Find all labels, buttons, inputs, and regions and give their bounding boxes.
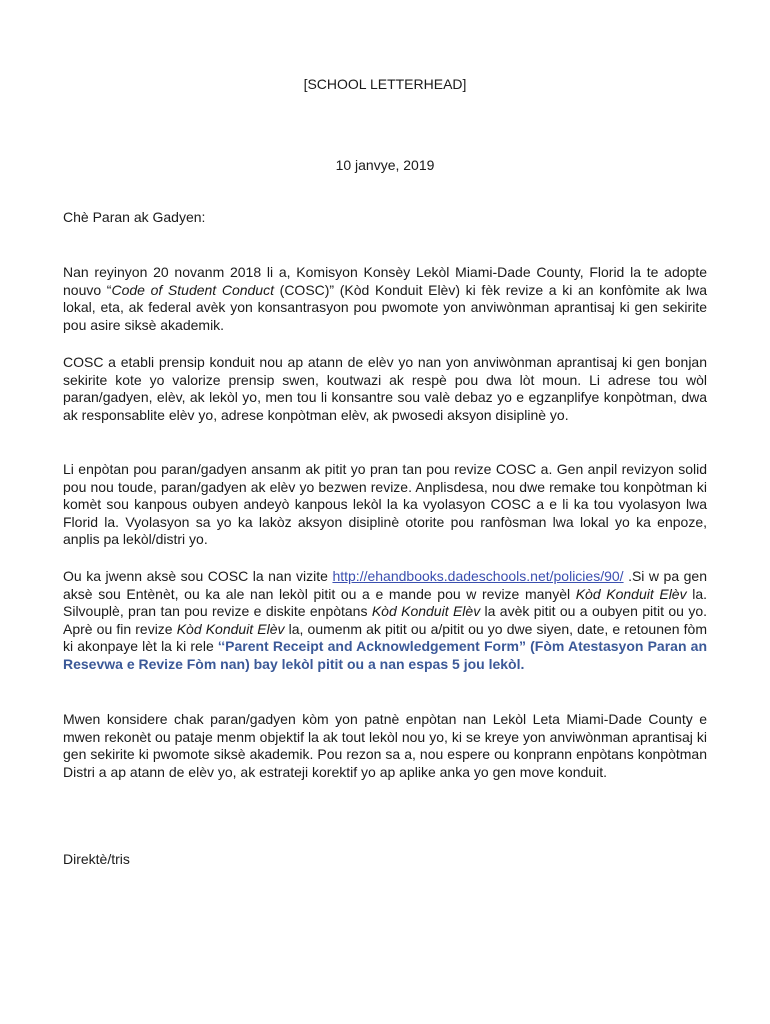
- intro-code-title: Code of Student Conduct: [111, 281, 274, 298]
- code-name-3: Kòd Konduit Elèv: [176, 620, 285, 637]
- access-text-a: Ou ka jwenn aksè sou COSC la nan vizite: [63, 568, 333, 584]
- letter-date: 10 janvye, 2019: [335, 157, 435, 173]
- paragraph-intro: [63, 264, 707, 334]
- letterhead-placeholder: [SCHOOL LETTERHEAD]: [303, 76, 467, 92]
- access-text-b: .Si w pa gen aksè sou Entènèt, ou ka ale nan lekòl pitit ou a e mande pou w revize manyèl: [63, 568, 708, 602]
- cosc-policy-link[interactable]: http://ehandbooks.dadeschools.net/policies/90/: [332, 568, 624, 584]
- paragraph-access: [63, 568, 707, 673]
- code-name-1: Kòd Konduit Elèv: [575, 585, 687, 602]
- acknowledgement-form-callout: ‘‘Parent Receipt and Acknowledgement Form” (Fòm Atestasyon Paran an Resevwa e Revize Fòm nan) bay lekòl pitit ou a nan espas 5 jou lekòl.: [63, 638, 707, 672]
- intro-text-b: (COSC)” (Kòd Konduit Elèv) ki fèk revize a ki an konfòmite ak lwa lokal, eta, ak federal avèk yon konsantrasyon pou pwomote yon anviwònman aprantisaj ki gen sekirite pou asire siksè akademik.: [63, 281, 707, 333]
- access-text-d: la avèk pitit ou a oubyen pitit ou yo. Aprè ou fin revize: [63, 603, 707, 637]
- code-name-2: Kòd Konduit Elèv: [371, 603, 481, 619]
- signature-title: Direktè/tris: [63, 851, 130, 867]
- access-text-c: la. Silvouplè, pran tan pou revize e diskite enpòtans: [63, 585, 707, 619]
- intro-text-a: Nan reyinyon 20 novanm 2018 li a, Komisyon Konsèy Lekòl Miami-Dade County, Florid la te adopte nouvo “: [63, 264, 707, 298]
- access-text-e: la, oumenm ak pitit ou a/pitit ou yo dwe siyen, date, e retounen fòm ki akonpaye lèt la ki rele: [63, 620, 708, 654]
- paragraph-review: Li enpòtan pou paran/gadyen ansanm ak pitit yo pran tan pou revize COSC a. Gen anpil revizyon solid pou nou toude, paran/gadyen ak elèv yo bezwen revize. Anplisdesa, nou dwe remake tou konpòtman ki komèt sou kanpous oubyen andeyò kanpous lekòl la ka vyolasyon COSC a e li ka tou vyolasyon lwa Florid la. Vyolasyon sa yo ka lakòz aksyon disiplinè otorite pou ranfòsman lwa lokal yo ka enpoze, anplis pa lekòl/distri yo.: [63, 461, 707, 547]
- paragraph-partnership: Mwen konsidere chak paran/gadyen kòm yon patnè enpòtan nan Lekòl Leta Miami-Dade County e mwen rekonèt ou pataje menm objektif la ak tout lekòl nou yo, ki se kreye yon anviwònman aprantisaj ki gen sekirite ki pwomote siksè akademik. Pou rezon sa a, nou espere ou konprann enpòtans konpòtman Distri a ap atann de elèv yo, ak estrateji korektif yo ap aplike anka yo gen move konduit.: [63, 711, 707, 780]
- paragraph-principles: COSC a etabli prensip konduit nou ap atann de elèv yo nan yon anviwònman aprantisaj ki gen bonjan sekirite kote yo valorize prensip swen, koutwazi ak respè pou dwa lòt moun. Li adrese tou wòl paran/gadyen, elèv, ak lekòl yo, men tou li konsantre sou valè debaz yo e egzanplifye konpòtman, dwa ak responsablite elèv yo, adrese konpòtman elèv, ak pwosedi aksyon disiplinè yo.: [63, 354, 707, 423]
- salutation: Chè Paran ak Gadyen:: [63, 209, 206, 225]
